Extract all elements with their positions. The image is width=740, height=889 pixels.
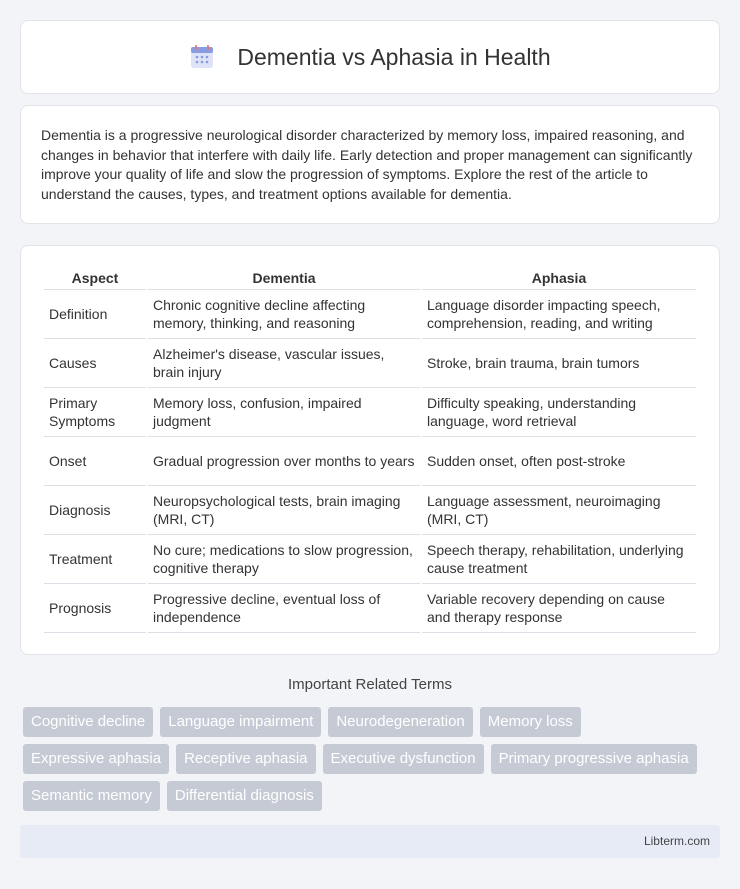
- term-tag[interactable]: Memory loss: [480, 707, 581, 737]
- table-row: [44, 290, 696, 339]
- comparison-table: [42, 266, 698, 633]
- row-aspect: Primary Symptoms: [44, 388, 146, 437]
- row-aphasia: Language assessment, neuroimaging (MRI, CT): [422, 486, 696, 535]
- header-card: [20, 20, 720, 94]
- term-tag[interactable]: Language impairment: [160, 707, 321, 737]
- row-dementia: Alzheimer's disease, vascular issues, brain injury: [148, 339, 420, 388]
- intro-card: [20, 105, 720, 224]
- column-header-aphasia: Aphasia: [422, 266, 696, 290]
- row-aspect: Onset: [44, 437, 146, 486]
- row-aphasia: Language disorder impacting speech, comprehension, reading, and writing: [422, 290, 696, 339]
- term-tag[interactable]: Primary progressive aphasia: [491, 744, 697, 774]
- table-row: [44, 486, 696, 535]
- calendar-icon: [189, 44, 215, 70]
- row-dementia: Neuropsychological tests, brain imaging (MRI, CT): [148, 486, 420, 535]
- table-row: [44, 437, 696, 486]
- row-dementia: No cure; medications to slow progression, cognitive therapy: [148, 535, 420, 584]
- table-row: [44, 388, 696, 437]
- row-dementia: Gradual progression over months to years: [148, 437, 420, 486]
- row-aspect: Prognosis: [44, 584, 146, 633]
- table-header-row: [44, 266, 696, 290]
- row-aspect: Diagnosis: [44, 486, 146, 535]
- table-row: [44, 339, 696, 388]
- row-aphasia: Difficulty speaking, understanding language, word retrieval: [422, 388, 696, 437]
- intro-paragraph: Dementia is a progressive neurological disorder characterized by memory loss, impaired reasoning, and changes in behavior that interfere with daily life. Early detection and proper management can significantly improve your quality of life and slow the progression of symptoms. Explore the rest of the article to understand the causes, types, and treatment options available for dementia.: [41, 127, 693, 202]
- term-tag[interactable]: Executive dysfunction: [323, 744, 484, 774]
- row-aspect: Treatment: [44, 535, 146, 584]
- row-aphasia: Variable recovery depending on cause and therapy response: [422, 584, 696, 633]
- row-dementia: Progressive decline, eventual loss of independence: [148, 584, 420, 633]
- table-row: [44, 535, 696, 584]
- row-aphasia: Stroke, brain trauma, brain tumors: [422, 339, 696, 388]
- footer-site-link[interactable]: Libterm.com: [643, 834, 710, 848]
- row-aspect: Causes: [44, 339, 146, 388]
- column-header-dementia: Dementia: [148, 266, 420, 290]
- term-tag[interactable]: Expressive aphasia: [23, 744, 169, 774]
- term-tag[interactable]: Neurodegeneration: [328, 707, 472, 737]
- related-terms-list: [23, 707, 713, 811]
- term-tag[interactable]: Differential diagnosis: [167, 781, 322, 811]
- comparison-table-card: [20, 245, 720, 655]
- row-dementia: Memory loss, confusion, impaired judgment: [148, 388, 420, 437]
- row-dementia: Chronic cognitive decline affecting memory, thinking, and reasoning: [148, 290, 420, 339]
- row-aphasia: Sudden onset, often post-stroke: [422, 437, 696, 486]
- footer: [20, 825, 720, 858]
- page-title: Dementia vs Aphasia in Health: [237, 43, 551, 70]
- table-row: [44, 584, 696, 633]
- column-header-aspect: Aspect: [44, 266, 146, 290]
- row-aphasia: Speech therapy, rehabilitation, underlying cause treatment: [422, 535, 696, 584]
- term-tag[interactable]: Receptive aphasia: [176, 744, 315, 774]
- term-tag[interactable]: Semantic memory: [23, 781, 160, 811]
- related-terms-title: Important Related Terms: [288, 676, 452, 693]
- term-tag[interactable]: Cognitive decline: [23, 707, 153, 737]
- row-aspect: Definition: [44, 290, 146, 339]
